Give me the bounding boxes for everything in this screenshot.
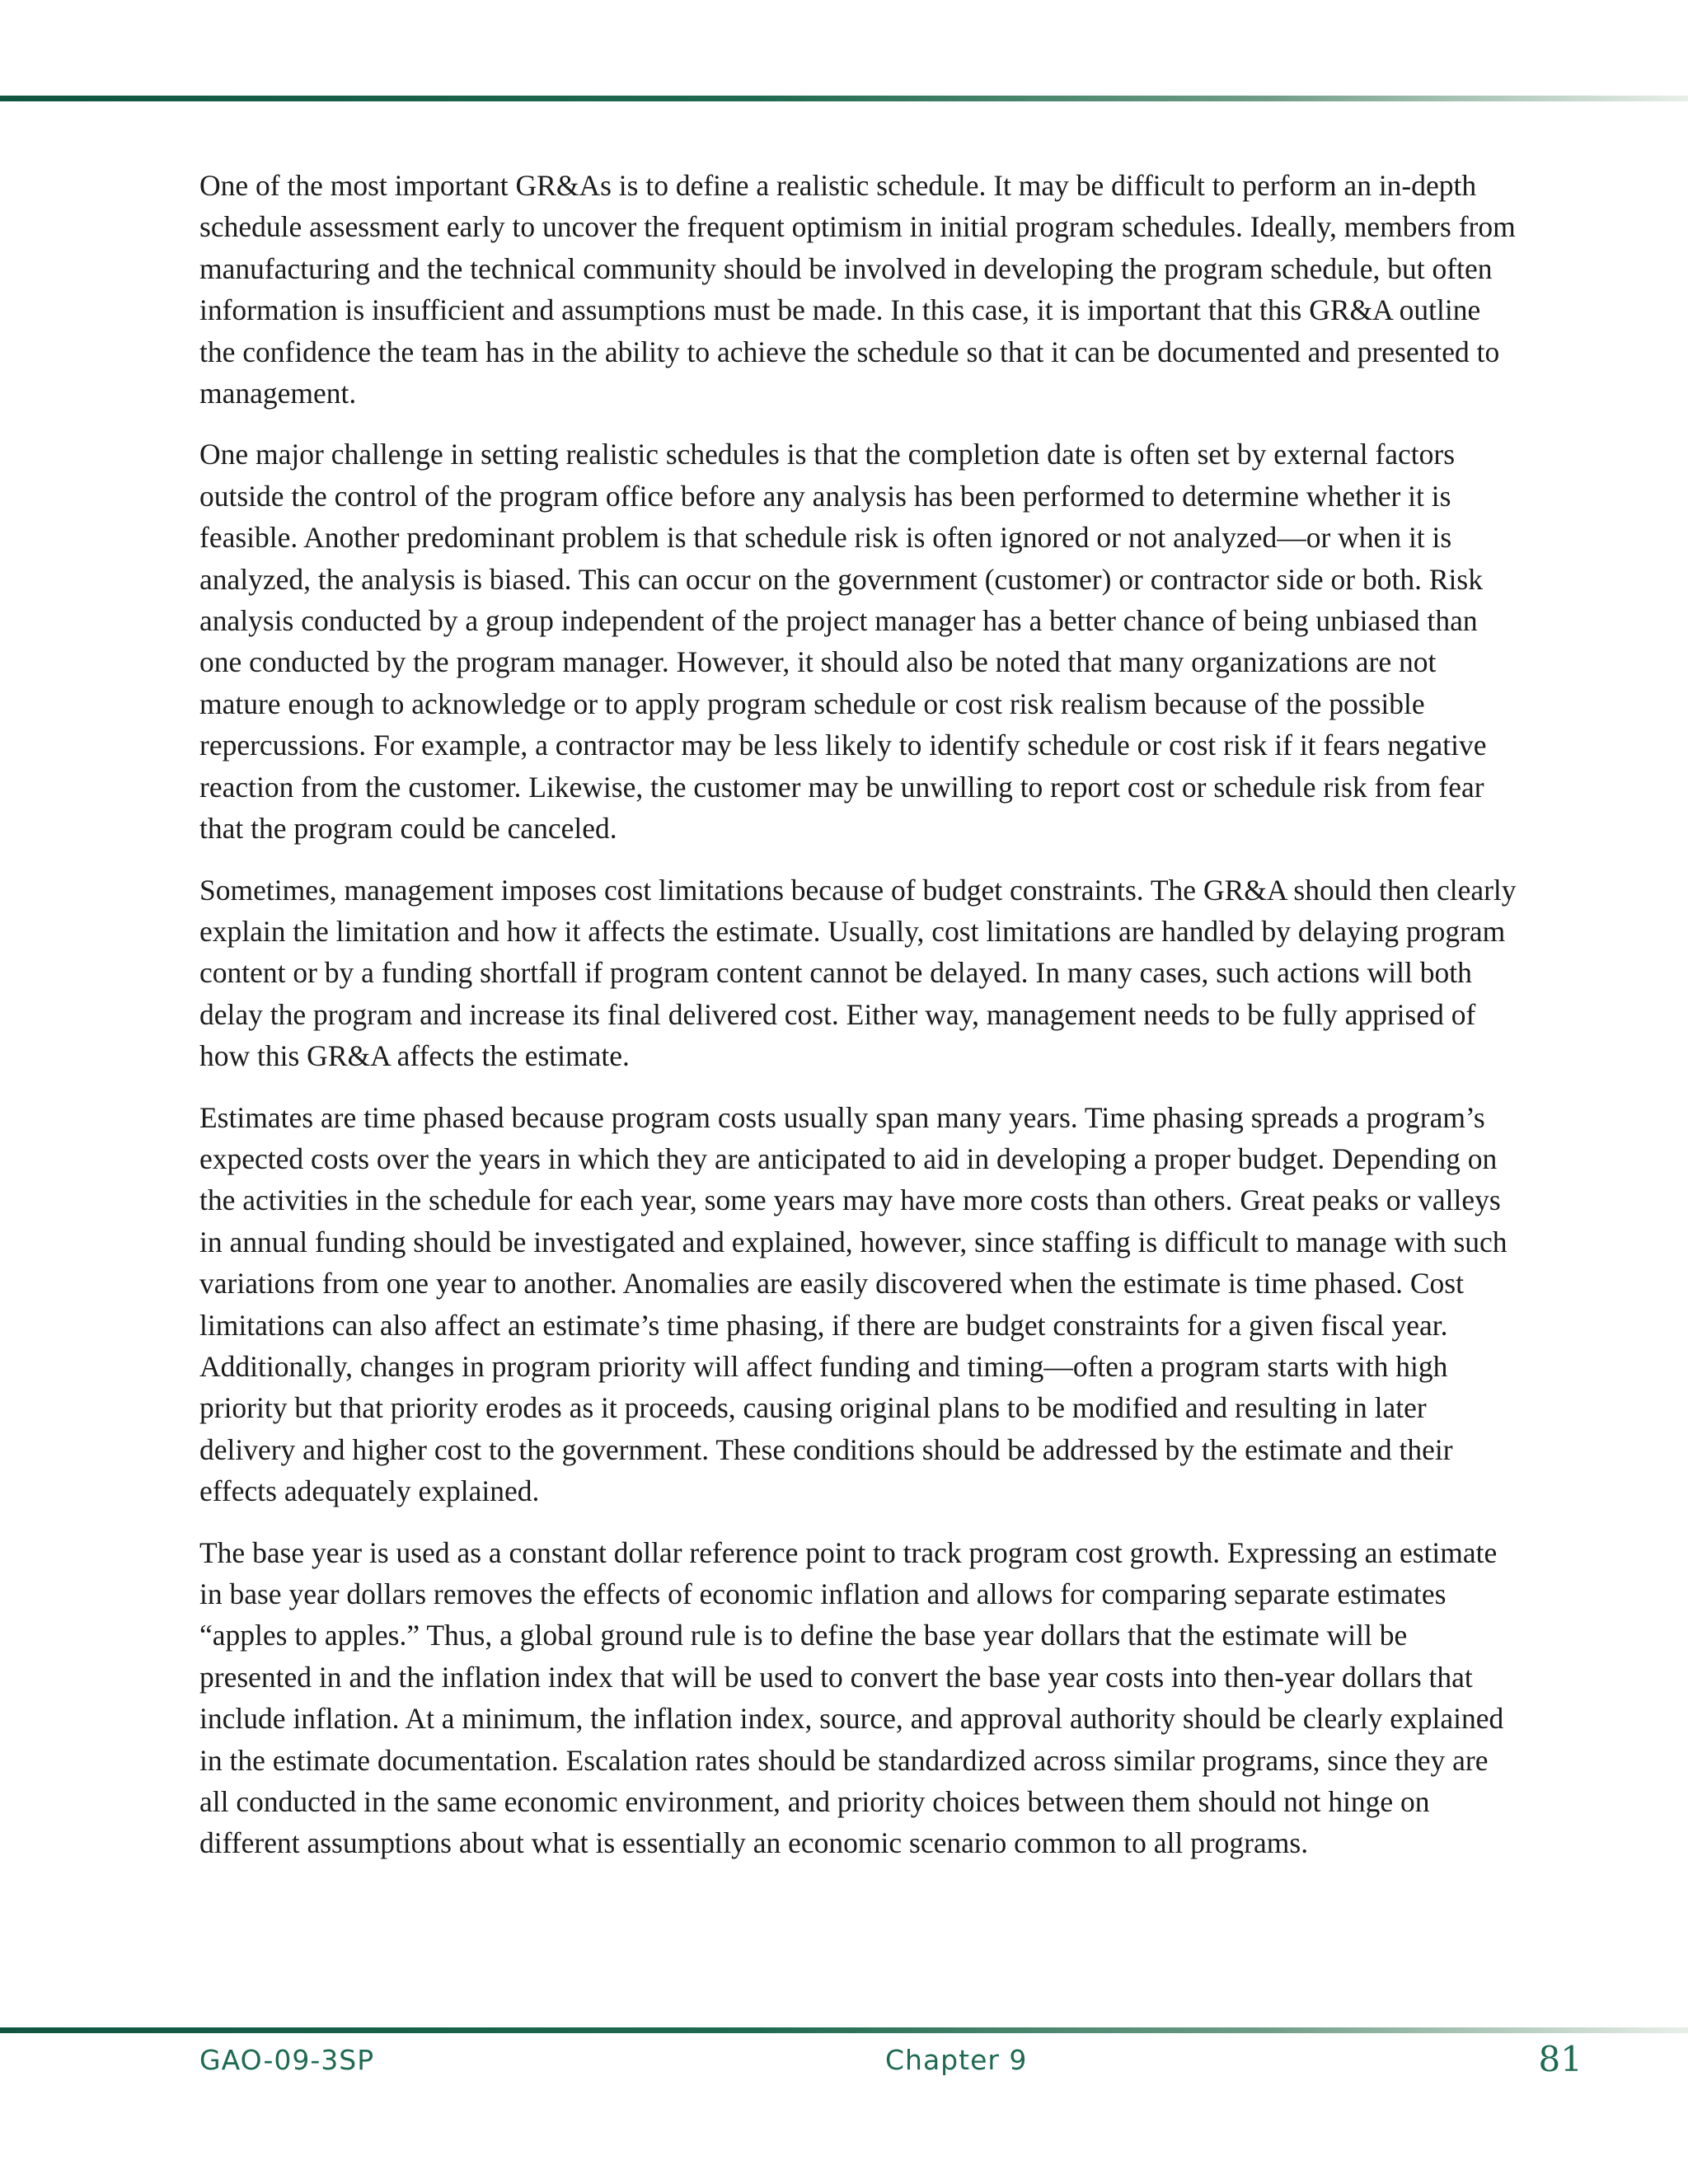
page-body xyxy=(199,165,1518,1884)
paragraph-base-year: The base year is used as a constant dollar reference point to track program cost growth. Expressing an estimate in base year dollars removes the effects of economic inflation and allows for comparing separate estimates “apples to apples.” Thus, a global ground rule is to define the base year dollars that the estimate will be presented in and the inflation index that will be used to convert the base year costs into then-year dollars that include inflation. At a minimum, the inflation index, source, and approval authority should be clearly explained in the estimate documentation. Escalation rates should be standardized across similar programs, since they are all conducted in the same economic environment, and priority choices between them should not hinge on different assumptions about what is essentially an economic scenario common to all programs. xyxy=(199,1535,1504,1860)
header-rule xyxy=(0,96,1688,101)
page-footer xyxy=(0,2036,1688,2085)
paragraph-schedule-gra: One of the most important GR&As is to define a realistic schedule. It may be difficult to perform an in-depth schedule assessment early to uncover the frequent optimism in initial program schedules. Ideally, members from manufacturing and the technical community should be involved in developing the program schedule, but often information is insufficient and assumptions must be made. In this case, it is important that this GR&A outline the confidence the team has in the ability to achieve the schedule so that it can be documented and presented to management. xyxy=(199,169,1516,410)
page-number: 81 xyxy=(1538,2039,1582,2079)
footer-rule xyxy=(0,2027,1688,2033)
paragraph-time-phasing: Estimates are time phased because program costs usually span many years. Time phasing spreads a program’s expected costs over the years in which they are anticipated to aid in developing a proper budget. Depending on the activities in the schedule for each year, some years may have more costs than others. Great peaks or valleys in annual funding should be investigated and explained, however, since staffing is difficult to manage with such variations from one year to another. Anomalies are easily discovered when the estimate is time phased. Cost limitations can also affect an estimate’s time phasing, if there are budget constraints for a given fiscal year. Additionally, changes in program priority will affect funding and timing—often a program starts with high priority but that priority erodes as it proceeds, causing original plans to be modified and resulting in later delivery and higher cost to the government. These conditions should be addressed by the estimate and their effects adequately explained. xyxy=(199,1100,1507,1508)
chapter-label: Chapter 9 xyxy=(885,2044,1028,2076)
document-id: GAO-09-3SP xyxy=(199,2044,375,2076)
paragraph-cost-limitations: Sometimes, management imposes cost limitations because of budget constraints. The GR&A should then clearly explain the limitation and how it affects the estimate. Usually, cost limitations are handled by delaying program content or by a funding shortfall if program content cannot be delayed. In many cases, such actions will both delay the program and increase its final delivered cost. Either way, management needs to be fully apprised of how this GR&A affects the estimate. xyxy=(199,873,1517,1073)
paragraph-schedule-challenge: One major challenge in setting realistic schedules is that the completion date is often set by external factors outside the control of the program office before any analysis has been performed to determine whether it is feasible. Another predominant problem is that schedule risk is often ignored or not analyzed—or when it is analyzed, the analysis is biased. This can occur on the government (customer) or contractor side or both. Risk analysis conducted by a group independent of the project manager has a better chance of being unbiased than one conducted by the program manager. However, it should also be noted that many organizations are not mature enough to acknowledge or to apply program schedule or cost risk realism because of the possible repercussions. For example, a contractor may be less likely to identify schedule or cost risk if it fears negative reaction from the customer. Likewise, the customer may be unwilling to report cost or schedule risk from fear that the program could be canceled. xyxy=(199,438,1487,846)
